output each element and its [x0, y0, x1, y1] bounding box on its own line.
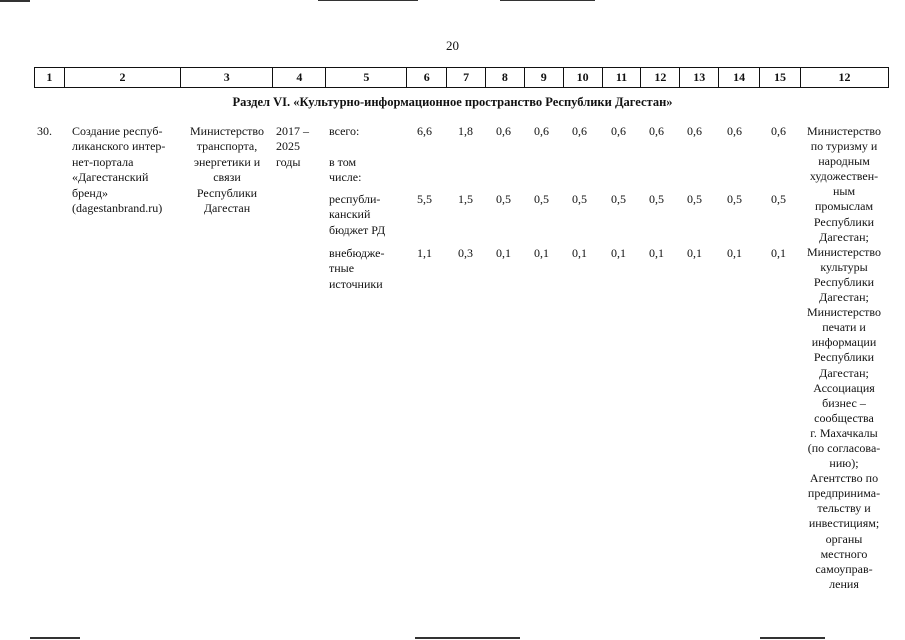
value-cell: 0,5	[687, 192, 702, 206]
value-cell: 0,5	[496, 192, 511, 206]
page-number: 20	[446, 38, 459, 53]
text-line: источники	[329, 276, 383, 291]
text-line: связи	[213, 170, 241, 185]
value-cell: 0,6	[534, 124, 549, 138]
value-cell: 0,5	[727, 192, 742, 206]
text-line: культуры	[820, 259, 868, 274]
value-cell: 0,6	[572, 124, 587, 138]
text-line: бизнес –	[822, 395, 866, 410]
text-line: Республики	[196, 185, 258, 200]
value-cell: 0,5	[771, 192, 786, 206]
text-line: всего:	[329, 124, 360, 138]
column-number-header	[34, 67, 889, 88]
text-line: внебюдже-	[329, 246, 385, 260]
funding-label-extrabudgetary	[329, 246, 384, 292]
value-cell: 0,6	[771, 124, 786, 138]
text-line: (по согласова-	[807, 440, 881, 455]
text-line: Министерство	[807, 244, 881, 259]
text-line: Дагестан;	[819, 229, 869, 244]
value-cell: 0,1	[611, 246, 626, 260]
value-cell: 0,3	[458, 246, 473, 260]
value-cell: 0,5	[649, 192, 664, 206]
value-cell: 1,5	[458, 192, 473, 206]
scan-edge-top-mid	[318, 0, 418, 1]
text-line: Дагестан;	[819, 365, 869, 380]
value-cell: 0,1	[727, 246, 742, 260]
section-title: Раздел VI. «Культурно-информационное пространство Республики Дагестан»	[232, 95, 673, 109]
text-line: 2025	[276, 139, 300, 154]
value-cell: 0,6	[687, 124, 702, 138]
header-cell: 4	[273, 68, 326, 88]
co-executors	[799, 124, 889, 592]
text-line: тельству и	[817, 501, 871, 516]
text-line: по туризму и	[810, 139, 878, 154]
header-cell: 11	[602, 68, 641, 88]
value-cell: 0,1	[687, 246, 702, 260]
scan-edge-top-left	[0, 0, 30, 2]
text-line: народным	[818, 154, 870, 169]
value-cell: 6,6	[417, 124, 432, 138]
text-line: годы	[276, 154, 301, 169]
text-line: Республики	[813, 214, 875, 229]
text-line: (dagestanbrand.ru)	[72, 201, 163, 216]
header-cell: 8	[486, 68, 525, 88]
value-cell: 0,5	[572, 192, 587, 206]
scan-edge-bottom-right	[760, 637, 825, 639]
text-line: Создание респуб-	[72, 124, 163, 138]
text-line: местного	[820, 546, 868, 561]
funding-label-including	[329, 155, 361, 186]
header-cell: 15	[760, 68, 801, 88]
text-line: Республики	[813, 350, 875, 365]
scan-edge-top-right	[500, 0, 595, 1]
text-line: транспорта,	[196, 139, 258, 154]
text-line: самоуправ-	[815, 561, 873, 576]
value-cell: 0,1	[572, 246, 587, 260]
header-cell: 12	[641, 68, 680, 88]
text-line: республи-	[329, 192, 381, 206]
text-line: энергетики и	[193, 154, 261, 169]
text-line: сообщества	[814, 410, 874, 425]
text-line: промыслам	[814, 199, 874, 214]
period	[276, 124, 326, 170]
scan-edge-bottom-left	[30, 637, 80, 639]
value-cell: 0,1	[649, 246, 664, 260]
measure-name	[72, 124, 182, 216]
text-line: нию);	[829, 456, 859, 471]
executor	[180, 124, 274, 216]
header-cell: 1	[35, 68, 65, 88]
value-cell: 5,5	[417, 192, 432, 206]
text-line: печати и	[822, 320, 866, 335]
text-line: г. Махачкалы	[810, 425, 878, 440]
text-line: бюджет РД	[329, 222, 386, 237]
text-line: числе:	[329, 170, 362, 185]
value-cell: 0,1	[496, 246, 511, 260]
text-line: ным	[832, 184, 856, 199]
text-line: Ассоциация	[813, 380, 875, 395]
text-line: Министерство	[807, 305, 881, 320]
value-cell: 0,1	[534, 246, 549, 260]
text-line: Дагестан	[203, 201, 251, 216]
text-line: художествен-	[809, 169, 879, 184]
header-cell: 13	[680, 68, 719, 88]
value-cell: 0,6	[611, 124, 626, 138]
text-line: Республики	[813, 274, 875, 289]
text-line: нет-портала	[72, 154, 134, 169]
text-line: ления	[829, 576, 859, 591]
text-line: инвестициям;	[808, 516, 880, 531]
text-line: информации	[811, 335, 877, 350]
text-line: Министерство	[190, 124, 264, 138]
header-cell: 3	[181, 68, 273, 88]
value-cell: 0,1	[771, 246, 786, 260]
text-line: ликанского интер-	[72, 139, 166, 154]
value-cell: 0,6	[727, 124, 742, 138]
header-cell: 7	[447, 68, 486, 88]
header-cell: 12	[800, 68, 888, 88]
text-line: Агентство по	[809, 471, 879, 486]
value-cell: 0,6	[496, 124, 511, 138]
header-cell: 10	[563, 68, 602, 88]
header-cell: 2	[64, 68, 181, 88]
value-cell: 1,1	[417, 246, 432, 260]
text-line: Министерство	[807, 124, 881, 138]
text-line: тные	[329, 261, 355, 276]
funding-label-total	[329, 124, 359, 139]
header-cell: 14	[719, 68, 760, 88]
text-line: 2017 –	[276, 124, 309, 138]
text-line: канский	[329, 207, 371, 222]
text-line: предпринима-	[807, 486, 881, 501]
text-line: органы	[825, 531, 863, 546]
header-cell: 6	[407, 68, 447, 88]
header-cell: 9	[524, 68, 563, 88]
value-cell: 0,5	[534, 192, 549, 206]
text-line: «Дагестанский	[72, 170, 149, 185]
text-line: бренд»	[72, 185, 108, 200]
row-number: 30.	[37, 124, 52, 138]
value-cell: 0,6	[649, 124, 664, 138]
value-cell: 1,8	[458, 124, 473, 138]
header-cell: 5	[326, 68, 407, 88]
value-cell: 0,5	[611, 192, 626, 206]
text-line: в том	[329, 155, 357, 169]
funding-label-republic-budget	[329, 192, 385, 238]
scan-edge-bottom-mid	[415, 637, 520, 639]
text-line: Дагестан;	[819, 290, 869, 305]
